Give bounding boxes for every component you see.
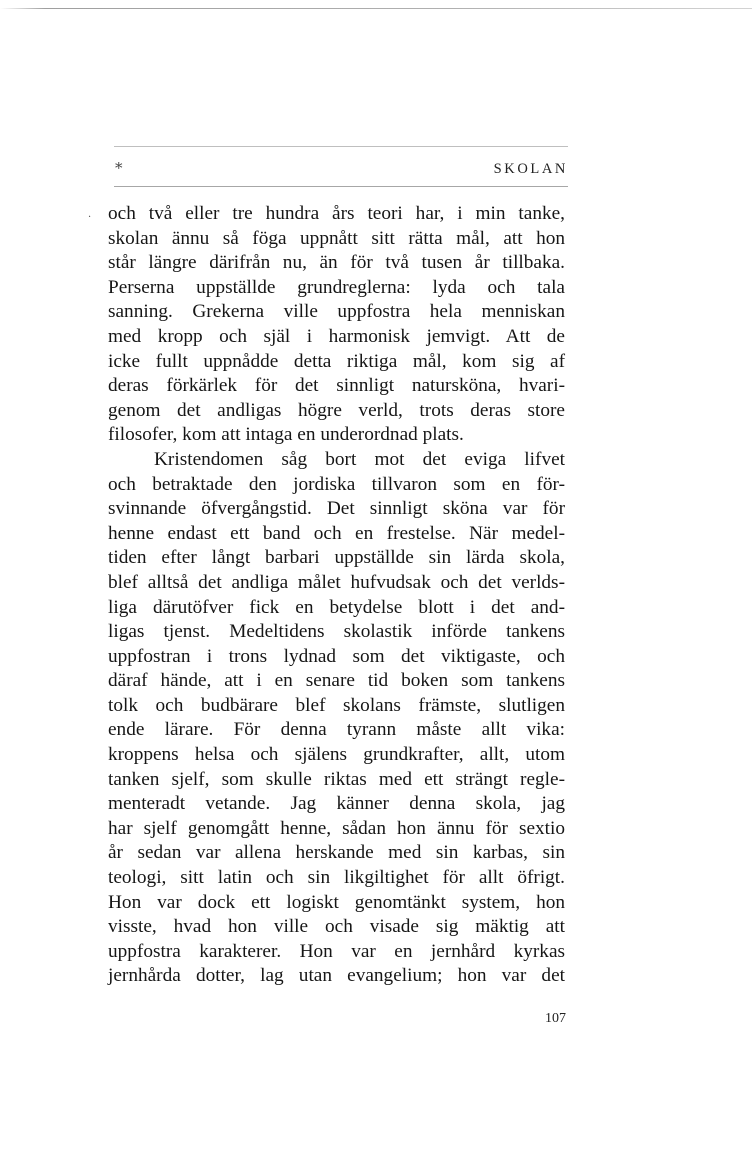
header-rule-lower: [114, 186, 568, 187]
text-line: har sjelf genomgått henne, sådan hon ännu för sextio: [108, 817, 565, 839]
text-line: liga därutöfver fick en betydelse blott i det and-: [108, 596, 565, 618]
text-line: sanning. Grekerna ville uppfostra hela menniskan: [108, 301, 565, 323]
text-line: och betraktade den jordiska tillvaron som en för-: [108, 473, 565, 495]
header-ornament: *: [115, 159, 123, 177]
text-line: teologi, sitt latin och sin likgiltighet för allt öfrigt.: [108, 867, 565, 889]
text-line: Perserna uppställde grundreglerna: lyda och tala: [108, 276, 565, 298]
header-rule-upper: [114, 146, 568, 147]
text-line: däraf hände, att i en senare tid boken som tankens: [108, 670, 565, 692]
text-line: deras förkärlek för det sinnligt natursköna, hvari-: [108, 375, 565, 397]
scan-edge-line: [0, 8, 752, 9]
text-line: tolk och budbärare blef skolans främste, slutligen: [108, 694, 565, 716]
text-line: Hon var dock ett logiskt genomtänkt system, hon: [108, 891, 565, 913]
text-line: icke fullt uppnådde detta riktiga mål, kom sig af: [108, 350, 565, 372]
body-text: [108, 202, 565, 989]
text-line: står längre därifrån nu, än för två tusen år tillbaka.: [108, 252, 565, 274]
text-line: uppfostran i trons lydnad som det viktigaste, och: [108, 645, 565, 667]
page-number: 107: [545, 1011, 566, 1026]
text-line: med kropp och själ i harmonisk jemvigt. Att de: [108, 325, 565, 347]
text-line: tiden efter långt barbari uppställde sin lärda skola,: [108, 547, 565, 569]
text-line: visste, hvad hon ville och visade sig mäktig att: [108, 916, 565, 938]
text-line: Kristendomen såg bort mot det eviga lifvet: [154, 448, 565, 470]
text-line: kroppens helsa och själens grundkrafter, allt, utom: [108, 744, 565, 766]
text-line: skolan ännu så föga uppnått sitt rätta mål, att hon: [108, 227, 565, 249]
text-line: blef alltså det andliga målet hufvudsak och det verlds-: [108, 571, 565, 593]
text-line: tanken sjelf, som skulle riktas med ett strängt regle-: [108, 768, 565, 790]
text-line: uppfostra karakterer. Hon var en jernhård kyrkas: [108, 940, 565, 962]
running-head: SKOLAN: [493, 161, 568, 177]
margin-mark: ·: [88, 212, 92, 223]
text-line: ligas tjenst. Medeltidens skolastik införde tankens: [108, 621, 565, 643]
text-line: menteradt vetande. Jag känner denna skola, jag: [108, 793, 565, 815]
text-line: henne endast ett band och en frestelse. När medel-: [108, 522, 565, 544]
text-line: och två eller tre hundra års teori har, i min tanke,: [108, 203, 565, 224]
text-line: år sedan var allena herskande med sin karbas, sin: [108, 842, 565, 864]
text-line: svinnande öfvergångstid. Det sinnligt sköna var för: [108, 498, 565, 520]
text-line: ende lärare. För denna tyrann måste allt vika:: [108, 719, 565, 741]
text-line: genom det andligas högre verld, trots deras store: [108, 399, 565, 421]
text-line: jernhårda dotter, lag utan evangelium; hon var det: [108, 965, 565, 987]
text-line: filosofer, kom att intaga en underordnad plats.: [108, 424, 464, 446]
